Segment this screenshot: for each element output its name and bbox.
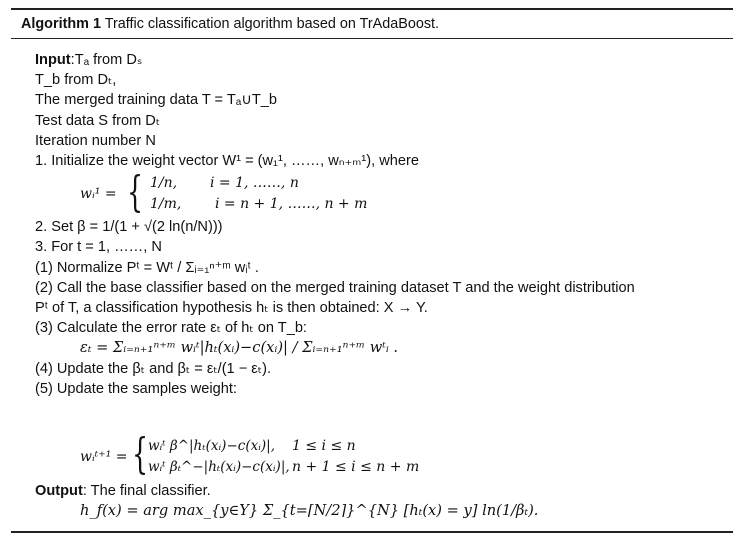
step-1: 1. Initialize the weight vector W¹ = (w₁¹, ……, wₙ₊ₘ¹), where — [35, 153, 419, 170]
input-line — [35, 50, 725, 70]
left-brace: { — [127, 167, 144, 217]
input-line-4: Test data S from Dₜ — [35, 112, 161, 129]
error-rate-formula: εₜ = Σᵢ₌ₙ₊₁ⁿ⁺ᵐ wᵢᵗ|hₜ(xᵢ)−c(xᵢ)| / Σᵢ₌ₙ₊₁ⁿ⁺ᵐ wᵗᵢ . — [80, 339, 399, 357]
step-3-2a: (2) Call the base classifier based on the merged training dataset T and the weight distribution — [35, 279, 635, 296]
init-weight-cases — [35, 167, 725, 217]
caption-rule — [11, 38, 733, 39]
step-3-5: (5) Update the samples weight: — [35, 380, 237, 397]
update-case-2: wᵢᵗ βₜ^−|hₜ(xᵢ)−c(xᵢ)|, — [148, 459, 290, 476]
algorithm-body — [35, 50, 725, 521]
weight-update-cases — [35, 429, 725, 479]
update-case-1: wᵢᵗ β^|hₜ(xᵢ)−c(xᵢ)|, — [148, 438, 276, 455]
step-3-3: (3) Calculate the error rate εₜ of hₜ on T_b: — [35, 320, 307, 337]
algorithm-caption — [21, 16, 439, 32]
bottom-rule — [11, 531, 733, 533]
update-cond-2: n + 1 ≤ i ≤ n + m — [292, 459, 420, 476]
algorithm-title: Traffic classification algorithm based on TrAdaBoost. — [104, 16, 440, 32]
left-brace: { — [132, 429, 149, 479]
output-text: : The final classifier. — [82, 483, 211, 500]
init-cond-2: i = n + 1, ……, n + m — [215, 196, 368, 213]
top-rule — [11, 8, 733, 10]
weight-update-lhs: wᵢᵗ⁺¹ = — [80, 449, 128, 466]
step-2: 2. Set β = 1/(1 + √(2 ln(n/N))) — [35, 219, 223, 236]
init-cond-1: i = 1, ……, n — [210, 175, 299, 192]
input-line-3: The merged training data T = Tₐ∪T_b — [35, 92, 278, 109]
input-line-2: T_b from Dₜ, — [35, 72, 117, 89]
algorithm-label: Algorithm 1 — [21, 16, 101, 32]
init-weight-lhs: wᵢ¹ = — [80, 186, 117, 203]
step-3: 3. For t = 1, ……, N — [35, 239, 162, 256]
input-line-1: :Tₐ from Dₛ — [70, 52, 143, 68]
step-3-4: (4) Update the βₜ and βₜ = εₜ/(1 − εₜ). — [35, 360, 272, 377]
step-3-1: (1) Normalize Pᵗ = Wᵗ / Σᵢ₌₁ⁿ⁺ᵐ wᵢᵗ . — [35, 259, 259, 276]
step-3-2b: Pᵗ of T, a classification hypothesis hₜ is then obtained: X → Y. — [35, 300, 428, 317]
final-classifier-formula: h_f(x) = arg max_{y∈Y} Σ_{t=⌈N/2⌉}^{N} [hₜ(x) = y] ln(1/βₜ). — [80, 502, 539, 520]
output-keyword: Output — [35, 483, 83, 500]
init-case-2: 1/m, — [150, 196, 182, 213]
input-line-5: Iteration number N — [35, 132, 156, 149]
output-line — [35, 481, 725, 501]
update-cond-1: 1 ≤ i ≤ n — [292, 438, 356, 455]
input-keyword: Input — [35, 52, 71, 68]
init-case-1: 1/n, — [150, 175, 178, 192]
